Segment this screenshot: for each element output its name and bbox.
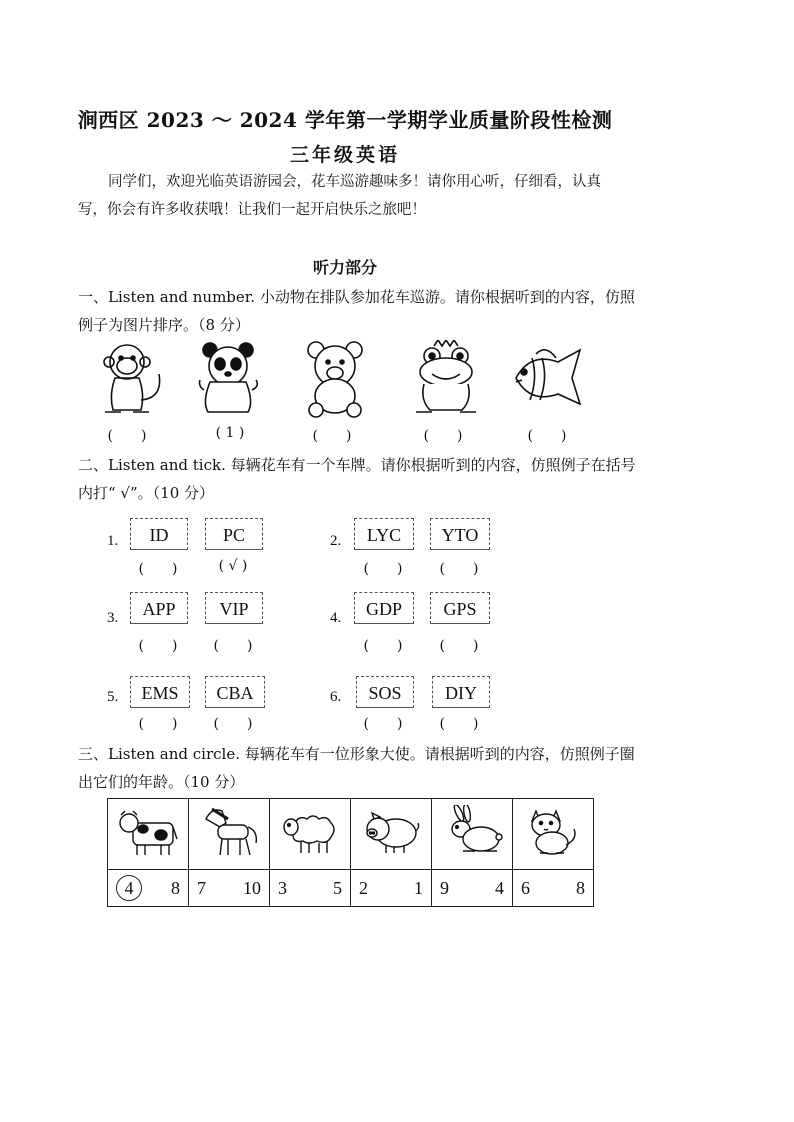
- tick-blank[interactable]: ( ): [213, 716, 253, 732]
- plate-option: YTO: [430, 518, 490, 550]
- plate-option: EMS: [130, 676, 190, 708]
- age-option[interactable]: 10: [243, 877, 261, 898]
- part2-instruction: 二、Listen and tick. 每辆花车有一个车牌。请你根据听到的内容，仿照例子在括号内打“ √”。（10 分）: [78, 456, 636, 502]
- plate-option: GDP: [354, 592, 414, 624]
- answer-blank[interactable]: ( ): [423, 428, 463, 444]
- table-cell[interactable]: [270, 870, 351, 907]
- tick-blank[interactable]: ( ): [138, 561, 178, 577]
- tick-blank[interactable]: ( ): [363, 716, 403, 732]
- plate-option: VIP: [205, 592, 263, 624]
- picture-row: [108, 799, 594, 870]
- table-cell[interactable]: [108, 870, 189, 907]
- pig-icon: [360, 805, 422, 859]
- frog-icon: [410, 340, 488, 418]
- part3-instruction: 三、Listen and circle. 每辆花车有一位形象大使。请根据听到的内容，仿照例子圈出它们的年龄。（10 分）: [78, 745, 635, 791]
- age-option[interactable]: 8: [171, 877, 180, 898]
- tick-blank[interactable]: ( ): [213, 638, 253, 654]
- plate-option: DIY: [432, 676, 490, 708]
- age-row: [108, 870, 594, 907]
- item-number: 5.: [107, 689, 119, 705]
- table-cell: [270, 799, 351, 870]
- answer-blank[interactable]: ( 1 ): [215, 425, 245, 441]
- table-cell: [189, 799, 270, 870]
- fish-icon: [510, 340, 588, 418]
- age-option[interactable]: 3: [278, 877, 287, 898]
- plate-option: CBA: [205, 676, 265, 708]
- age-option[interactable]: 6: [521, 877, 530, 898]
- age-option[interactable]: 4: [495, 877, 504, 898]
- monkey-icon: [97, 340, 175, 418]
- age-option[interactable]: 5: [333, 877, 342, 898]
- table-cell[interactable]: [351, 870, 432, 907]
- rabbit-icon: [441, 805, 503, 859]
- item-number: 4.: [330, 610, 342, 626]
- plate-option: SOS: [356, 676, 414, 708]
- plate-option: APP: [130, 592, 188, 624]
- age-option-circled[interactable]: 4: [116, 875, 142, 901]
- horse-icon: [198, 805, 260, 859]
- sheep-icon: [279, 805, 341, 859]
- table-cell: [513, 799, 594, 870]
- table-cell: [108, 799, 189, 870]
- item-number: 6.: [330, 689, 342, 705]
- age-option[interactable]: 1: [414, 877, 423, 898]
- tick-blank[interactable]: ( ): [363, 638, 403, 654]
- plate-option: PC: [205, 518, 263, 550]
- item-number: 3.: [107, 610, 119, 626]
- table-cell[interactable]: [513, 870, 594, 907]
- cow-icon: [117, 805, 179, 859]
- age-table: [107, 798, 594, 907]
- table-cell[interactable]: [432, 870, 513, 907]
- intro-text: 同学们，欢迎光临英语游园会，花车巡游趣味多！请你用心听，仔细看，认真写，你会有许多收获哦！让我们一起开启快乐之旅吧！: [78, 174, 601, 218]
- answer-blank[interactable]: ( ): [107, 428, 147, 444]
- tick-blank[interactable]: ( ): [439, 638, 479, 654]
- bear-icon: [300, 340, 378, 418]
- part1-instruction: 一、Listen and number. 小动物在排队参加花车巡游。请你根据听到的内容，仿照例子为图片排序。（8 分）: [78, 288, 635, 334]
- page-title: 涧西区 2023 ～ 2024 学年第一学期学业质量阶段性检测: [77, 108, 613, 132]
- item-number: 1.: [107, 533, 119, 549]
- age-option[interactable]: 7: [197, 877, 206, 898]
- panda-icon: [194, 340, 272, 418]
- tick-blank[interactable]: ( ): [138, 638, 178, 654]
- tick-blank[interactable]: ( ): [439, 716, 479, 732]
- table-cell[interactable]: [189, 870, 270, 907]
- plate-option: ID: [130, 518, 188, 550]
- table-cell: [432, 799, 513, 870]
- tick-blank[interactable]: ( ): [138, 716, 178, 732]
- age-option[interactable]: 9: [440, 877, 449, 898]
- tick-blank[interactable]: ( ): [439, 561, 479, 577]
- table-cell: [351, 799, 432, 870]
- answer-blank[interactable]: ( ): [312, 428, 352, 444]
- answer-blank[interactable]: ( ): [527, 428, 567, 444]
- tick-blank[interactable]: ( √ ): [218, 558, 248, 574]
- tick-blank[interactable]: ( ): [363, 561, 403, 577]
- plate-option: LYC: [354, 518, 414, 550]
- listening-heading: 听力部分: [312, 258, 377, 277]
- plate-option: GPS: [430, 592, 490, 624]
- item-number: 2.: [330, 533, 342, 549]
- age-option[interactable]: 8: [576, 877, 585, 898]
- age-option[interactable]: 2: [359, 877, 368, 898]
- page-subtitle: 三年级英语: [289, 144, 400, 166]
- cat-icon: [522, 805, 584, 859]
